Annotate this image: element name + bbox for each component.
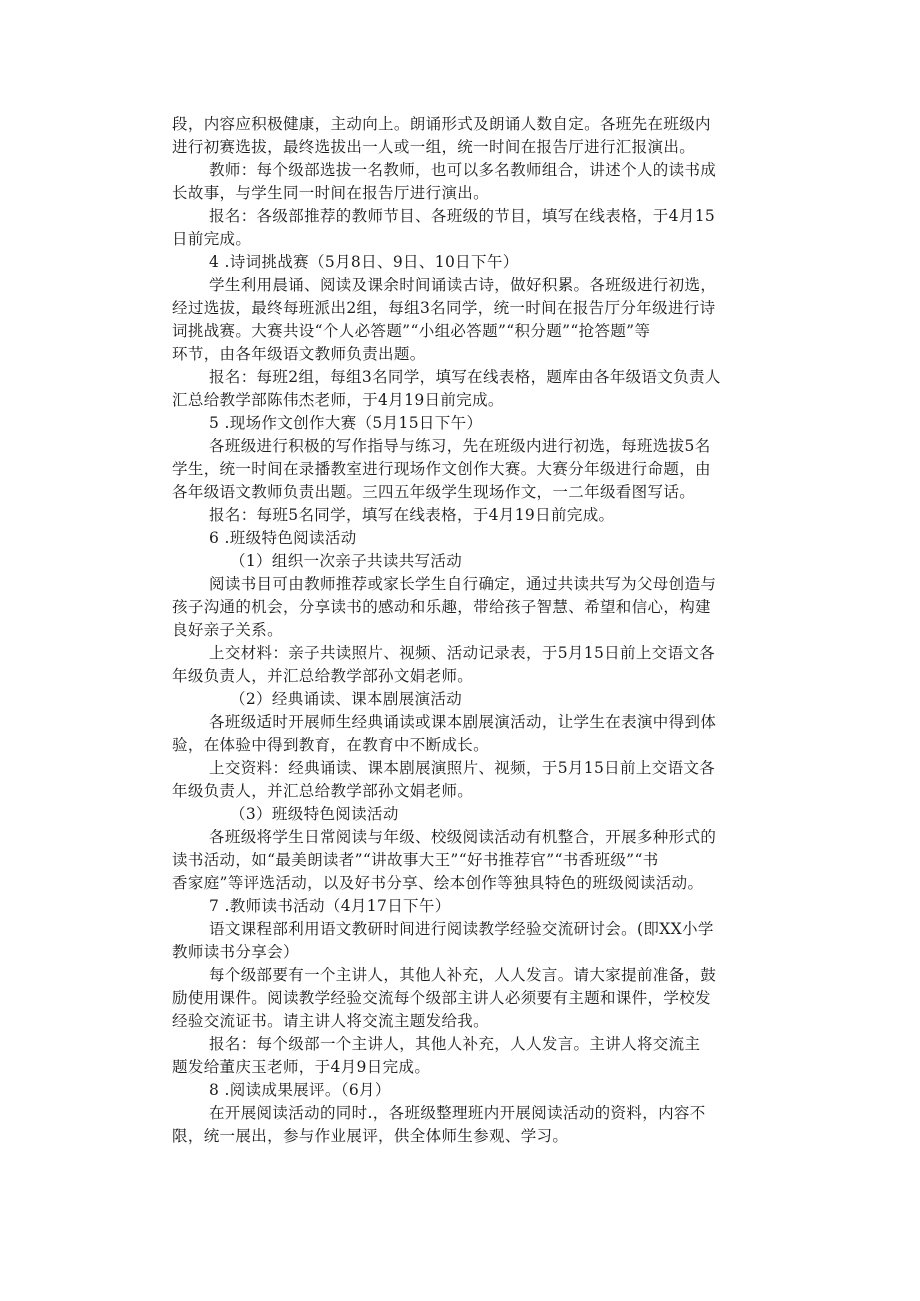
text-line: 教师读书分享会） bbox=[172, 943, 299, 961]
text-line: 年级负责人，并汇总给教学部孙文娟老师。 bbox=[172, 667, 474, 685]
paragraph-start-line: 各班级适时开展师生经典诵读或课本剧展演活动，让学生在表演中得到体 bbox=[209, 713, 717, 731]
subsection-heading: （1）组织一次亲子共读共写活动 bbox=[230, 552, 463, 570]
paragraph-start-line: 各班级将学生日常阅读与年级、校级阅读活动有机整合，开展多种形式的 bbox=[209, 828, 717, 846]
text-line: 词挑战赛。大赛共设“个人必答题”“小组必答题”“积分题”“抢答题”等 bbox=[172, 322, 651, 340]
paragraph-start-line: 每个级部要有一个主讲人，其他人补充，人人发言。请大家提前准备，鼓 bbox=[209, 966, 717, 984]
text-line: 读书活动，如“最美朗读者”“讲故事大王”“好书推荐官”“书香班级”“书 bbox=[172, 851, 659, 869]
text-line: 限，统一展出，参与作业展评，供全体师生参观、学习。 bbox=[172, 1127, 569, 1145]
subsection-heading: （2）经典诵读、课本剧展演活动 bbox=[230, 690, 463, 708]
text-line: 励使用课件。阅读教学经验交流每个级部主讲人必须要有主题和课件，学校发 bbox=[172, 989, 711, 1007]
text-line: 题发给董庆玉老师，于4月9日完成。 bbox=[172, 1058, 431, 1076]
text-line: 汇总给教学部陈伟杰老师，于4月19日前完成。 bbox=[172, 391, 504, 409]
paragraph-start-line: 上交资料：经典诵读、课本剧展演照片、视频，于5月15日前上交语文各 bbox=[209, 759, 716, 777]
paragraph-start-line: 阅读书目可由教师推荐或家长学生自行确定，通过共读共写为父母创造与 bbox=[209, 575, 717, 593]
section-heading: 5 .现场作文创作大赛（5月15日下午） bbox=[209, 414, 483, 432]
document-page bbox=[172, 113, 752, 1148]
section-heading: 7 .教师读书活动（4月17日下午） bbox=[209, 897, 451, 915]
paragraph-start-line: 在开展阅读活动的同时.，各班级整理班内开展阅读活动的资料，内容不 bbox=[209, 1104, 706, 1122]
text-line: 经过选拔，最终每班派出2组，每组3名同学，统一时间在报告厅分年级进行诗 bbox=[172, 299, 716, 317]
text-line: 香家庭”等评选活动，以及好书分享、绘本创作等独具特色的班级阅读活动。 bbox=[172, 874, 704, 892]
text-line: 孩子沟通的机会，分享读书的感动和乐趣，带给孩子智慧、希望和信心，构建 bbox=[172, 598, 711, 616]
paragraph-start-line: 报名：每个级部一个主讲人，其他人补充，人人发言。主讲人将交流主 bbox=[209, 1035, 701, 1053]
text-line: 进行初赛选拔，最终选拔出一人或一组，统一时间在报告厅进行汇报演出。 bbox=[172, 138, 696, 156]
section-heading: 4 .诗词挑战赛（5月8日、9日、10日下午） bbox=[209, 253, 519, 271]
paragraph-start-line: 报名：每班2组，每组3名同学，填写在线表格，题库由各年级语文负责人 bbox=[209, 368, 721, 386]
text-line: 年级负责人，并汇总给教学部孙文娟老师。 bbox=[172, 782, 474, 800]
paragraph-start-line: 语文课程部利用语文教研时间进行阅读教学经验交流研讨会。(即XX小学 bbox=[209, 920, 714, 938]
section-heading: 8 .阅读成果展评。（6月） bbox=[209, 1081, 391, 1099]
text-line: 良好亲子关系。 bbox=[172, 621, 283, 639]
text-line: 学生，统一时间在录播教室进行现场作文创作大赛。大赛分年级进行命题，由 bbox=[172, 460, 711, 478]
paragraph-start-line: 教师：每个级部选拔一名教师，也可以多名教师组合，讲述个人的读书成 bbox=[209, 161, 717, 179]
text-line: 长故事，与学生同一时间在报告厅进行演出。 bbox=[172, 184, 490, 202]
subsection-heading: （3）班级特色阅读活动 bbox=[230, 805, 399, 823]
paragraph-start-line: 学生利用晨诵、阅读及课余时间诵读古诗，做好积累。各班级进行初选， bbox=[209, 276, 717, 294]
paragraph-start-line: 报名：各级部推荐的教师节目、各班级的节目，填写在线表格，于4月15 bbox=[209, 207, 716, 225]
text-line: 环节，由各年级语文教师负责出题。 bbox=[172, 345, 426, 363]
text-line: 日前完成。 bbox=[172, 230, 252, 248]
section-heading: 6 .班级特色阅读活动 bbox=[209, 529, 357, 547]
paragraph-start-line: 各班级进行积极的写作指导与练习，先在班级内进行初选，每班选拔5名 bbox=[209, 437, 711, 455]
paragraph-start-line: 报名：每班5名同学，填写在线表格，于4月19日前完成。 bbox=[209, 506, 615, 524]
text-line: 各年级语文教师负责出题。三四五年级学生现场作文，一二年级看图写话。 bbox=[172, 483, 696, 501]
text-line: 验，在体验中得到教育，在教育中不断成长。 bbox=[172, 736, 490, 754]
paragraph-start-line: 上交材料：亲子共读照片、视频、活动记录表，于5月15日前上交语文各 bbox=[209, 644, 716, 662]
text-line: 段，内容应积极健康，主动向上。朗诵形式及朗诵人数自定。各班先在班级内 bbox=[172, 115, 711, 133]
text-line: 经验交流证书。请主讲人将交流主题发给我。 bbox=[172, 1012, 490, 1030]
